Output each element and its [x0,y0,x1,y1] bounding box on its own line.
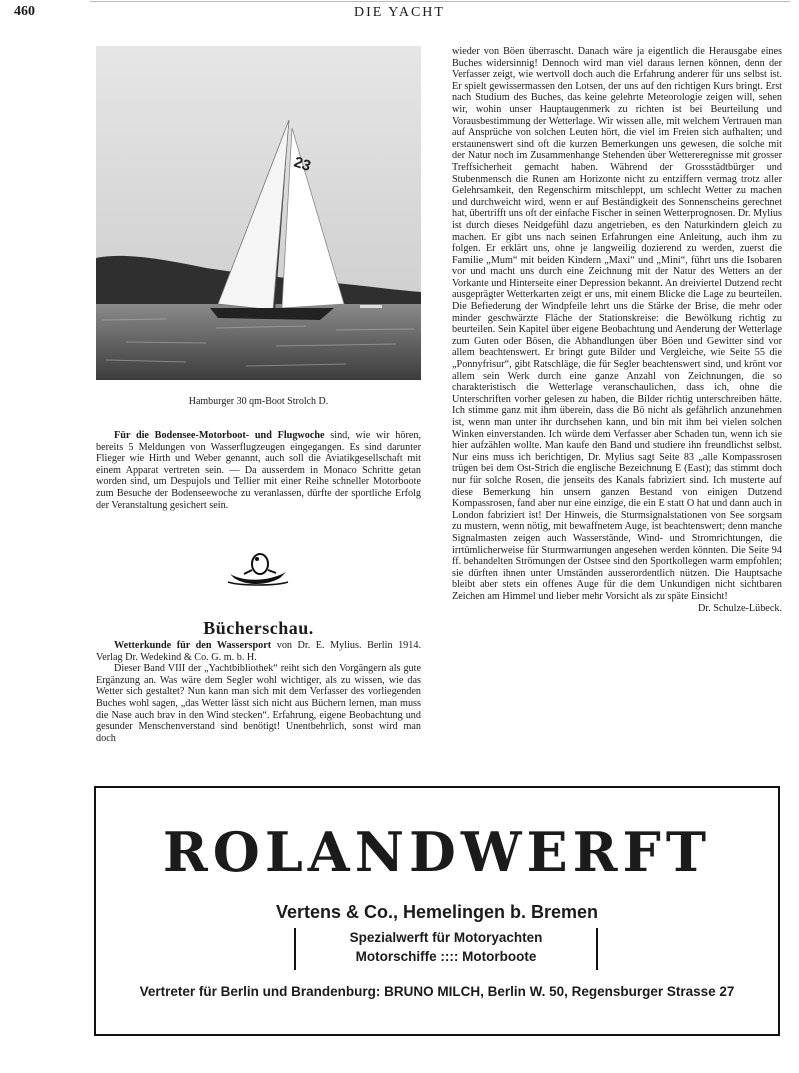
review-signature: Dr. Schulze-Lübeck. [697,602,782,614]
ad-specialty-line-1: Spezialwerft für Motoryachten [349,930,543,945]
news-lead: Für die Bodensee-Motorboot- und Flugwoche [114,430,325,441]
news-body: sind, wie wir hören, bereits 5 Meldungen von Wasserflugzeugen eingegangen. Es sind darunter Flieger wie Hirth und Weber genannt, auch soll die Aviatikgesellschaft mit einem Apparat vertreten sein. — Da ausserdem in Monaco Schritte getan worden sind, um Despujols und Tellier mit einer Reihe schneller Motorboote zum Besuche der Bodenseewoche zu veranlassen, dürfte der sportliche Erfolg der Veranstaltung gesichert sein. [96,430,422,511]
sailboat-photo [96,46,421,380]
news-paragraph [96,430,421,511]
sail-number: 23 [291,153,313,175]
ad-specialty [294,928,598,970]
ad-representative: Vertreter für Berlin und Brandenburg: BRUNO MILCH, Berlin W. 50, Regensburger Strasse 27 [139,984,735,999]
ad-specialty-line-2: Motorschiffe :::: Motorboote [355,949,537,964]
page-number: 460 [14,4,35,19]
review-body-right: wieder von Böen überrascht. Danach wäre ja eigentlich die Herausgabe eines Buches widersinnig! Dennoch wird man viel daraus lernen können, denn der Verfasser zeigt, wie wertvoll doch auch die Erfahrung anderer für uns selbst ist. Er spielt gewissermassen den Lotsen, der uns auf den richtigen Kurs bringt. Erst nach Studium des Buches, das keine gelehrte Meteorologie zeigen will, sehen wir, wohin unser Hauptaugenmerk zu richten ist bei Beurteilung und Vorausbestimmung der Wetterlage. Wir wissen alle, mit welchem Vertrauen man auf Ansprüche von solchen Leuten hört, die viel im Freien sich aufhalten; und erstaunenswert sind oft die kurzen Bemerkungen uns gewesen, die solche mit der Natur noch im Zusammenhange Stehenden über Wettereregnisse mit grosser Treffsicherheit gemacht haben. Während der Grossstädtbürger und Stubenmensch die Runen am Horizonte nicht zu entziffern vermag trotz aller Gelehrsamkeit, den Regenschirm mitschleppt, um schlecht Wetter zu machen und durchweicht wird, wenn er auf Beständigkeit des Sonnenscheins gerechnet hat, übertrifft uns oft der einfache Fischer in seinen Wetterprognosen. Dr. Mylius ist durch dieses Neidgefühl dazu angetrieben, es den Naturkindern gleich zu machen. Er gibt uns nach seinen Erfahrungen eine Anleitung, auch ihm zu folgen. Er erklärt uns, ohne je langweilig dozierend zu werden, zuerst die Familie „Mum“ mit beiden Kindern „Maxi“ und „Mini“, führt uns die Isobaren vor und macht uns durch eine Zeichnung mit der Natur des Wetters an der Vorkante und Hinterseite einer Depression bekannt. An dreiviertel Dutzend recht ausgeprägter Wetterkarten zeigt er uns, mit einem Blicke die Lage zu beurteilen. Die Befiederung der Windpfeile lehrt uns die Stärke der Brise, die mehr oder minder geschwärzte Fläche der Stationskreise: die Bewölkung richtig zu beurteilen. Sein Kapitel über eigene Beobachtung und Aenderung der Wetterlage zum Guten oder Bösen, die Abhandlungen über Böen und Gewitter sind vor allem beachtenswert. Er bringt gute Bilder und Vergleiche, wie Seite 55 die „Ponnyfrisur“, gibt Ratschläge, die für Segler beachtenswert sind, und krönt vor allem sein Werk durch eine ganze Anzahl von Zeichnungen, die so charakteristisch die Wetterlage veranschaulichen, dass ich, ohne die Unterschriften vorher gelesen zu haben, die Bilder richtig unterschreiben hätte. Ich stimme ganz mit ihm überein, dass die Bö nicht als gefährlich anzunehmen ist, wenn man unter ihr durchsehen kann, und bin mit ihm bei vielen solchen Winken einverstanden. Ich würde dem Verfasser aber Schaden tun, wenn ich sie hier aufzählen wollte. Man kaufe den Band und studiere ihn freundlichst selbst. Nur eins muss ich berichtigen, Dr. Mylius sagt Seite 83 „alle Kompassrosen trügen bei dem Ost-Strich die englische Bezeichnung E (East); das stimmt doch nur für solche Rosen, die jenseits des Kanals fabriziert sind. Ich musterte auf diese Bemerkung hin unsern ganzen Bestand von einigen Dutzend Kompassrosen, fand aber nur eine einzige, die ein E statt O hat und dann auch in London fabriziert ist! Der Hinweis, die Sturmsignalstationen von See sorgsam zu mustern, wenn nötig, mit bewaffnetem Auge, ist beachtenswert; denn manche Signalmasten zeigen auch Wasserstände, Wind- und Stromrichtungen, die irrtümlicherweise für Sturmwarnungen angesehen werden könnten. Die Seite 94 ff. behandelten Strömungen der Ostsee sind den Sportkollegen warm empfohlen; sie dürften ihnen unter Umständen ausserordentlich nützen. Die Hauptsache bleibt aber stets ein offenes Auge für die dem Unkundigen nicht sichtbaren Zeichen am Himmel und lieber mehr Vorsicht als zu späte Einsicht! [452,46,782,602]
top-rule [90,1,790,2]
advertisement [94,786,780,1036]
ad-company: Vertens & Co., Hemelingen b. Bremen [275,902,599,922]
photo-caption: Hamburger 30 qm-Boot Strolch D. [188,396,329,407]
review-title: Wetterkunde für den Wassersport [114,640,272,651]
review-right-column [452,46,782,614]
ad-brand: ROLANDWERFT [162,820,712,884]
running-head: DIE YACHT [354,5,445,20]
review-left-column [96,640,421,744]
review-publication: von Dr. E. Mylius. Berlin 1914. Verlag Dr. Wedekind & Co. G. m. b. H. [96,640,421,663]
section-title: Bücherschau. [203,618,314,638]
frog-boat-ornament-icon [226,548,290,588]
review-body-left: Dieser Band VIII der „Yachtbibliothek“ reiht sich den Vorgängern als gute Ergänzung an. Was wäre dem Segler wohl wichtiger, als zu wissen, wie das Wetter sich gestaltet? Nun kann man sich mit dem Verfasser des vorliegenden Buches wohl sagen, „das Wetter lässt sich nicht aus Büchern lernen, man muss die Nase auch brav in den Wind stecken“. Erfahrung, eigene Beobachtung und gesunder Menschenverstand sind benötigt! Unentbehrlich, sonst wird man doch [96,663,421,744]
